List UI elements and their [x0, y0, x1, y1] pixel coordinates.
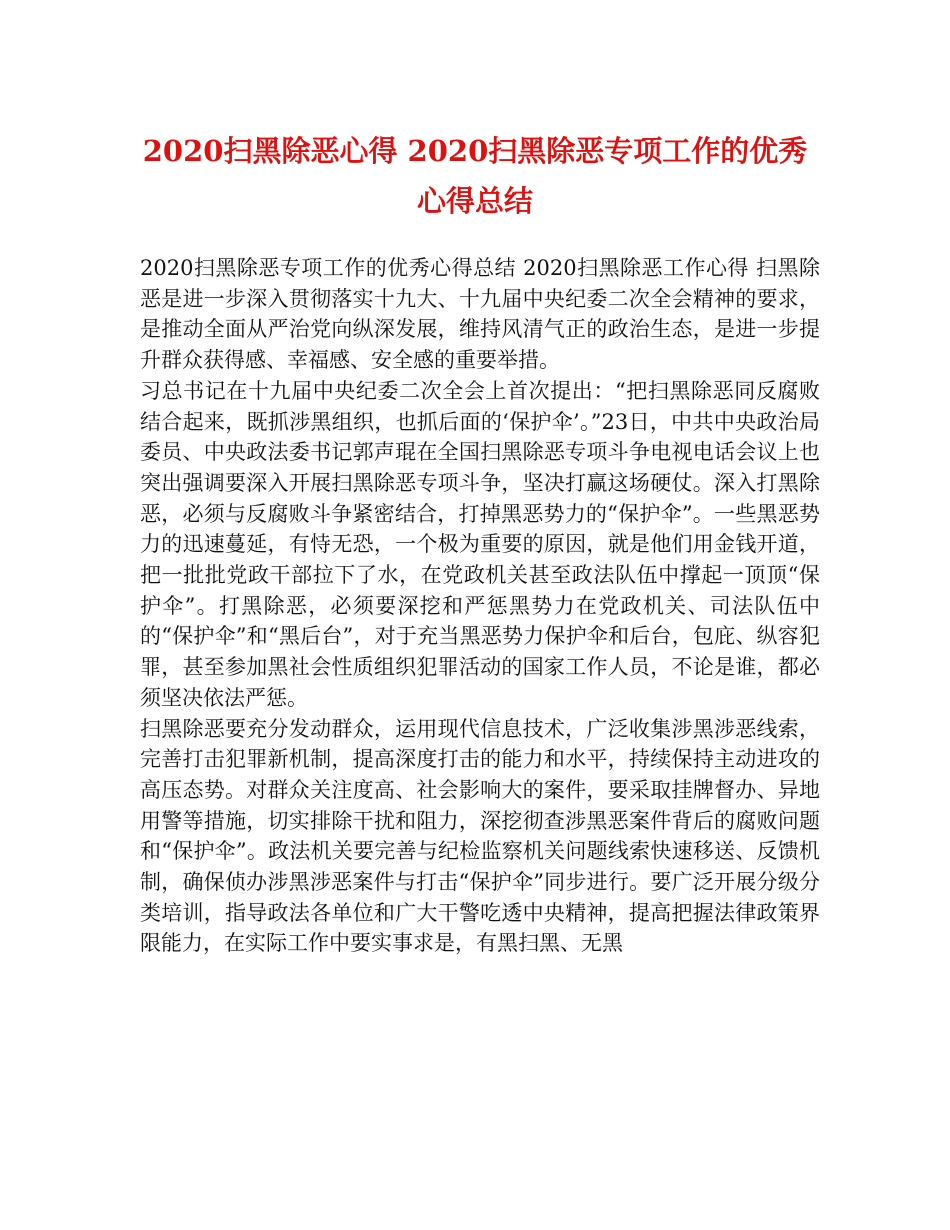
- paragraph: 习总书记在十九届中央纪委二次全会上首次提出：“把扫黑除恶同反腐败结合起来，既抓涉黑组织，也抓后面的‘保护伞’。”23日，中共中央政治局委员、中央政法委书记郭声琨在全国扫黑除恶专项斗争电视电话会议上也突出强调要深入开展扫黑除恶专项斗争，坚决打赢这场硬仗。深入打黑除恶，必须与反腐败斗争紧密结合，打掉黑恶势力的“保护伞”。一些黑恶势力的迅速蔓延，有恃无恐，一个极为重要的原因，就是他们用金钱开道，把一批批党政干部拉下了水，在党政机关甚至政法队伍中撑起一顶顶“保护伞”。打黑除恶，必须要深挖和严惩黑势力在党政机关、司法队伍中的“保护伞”和“黑后台”，对于充当黑恶势力保护伞和后台，包庇、纵容犯罪，甚至参加黑社会性质组织犯罪活动的国家工作人员，不论是谁，都必须坚决依法严惩。: [140, 378, 820, 710]
- paragraph: 2020扫黑除恶专项工作的优秀心得总结 2020扫黑除恶工作心得 扫黑除恶是进一步深入贯彻落实十九大、十九届中央纪委二次全会精神的要求，是推动全面从严治党向纵深发展，维持风清气正的政治生态，是进一步提升群众获得感、幸福感、安全感的重要举措。: [140, 256, 820, 373]
- paragraph: 扫黑除恶要充分发动群众，运用现代信息技术，广泛收集涉黑涉恶线索，完善打击犯罪新机制，提高深度打击的能力和水平，持续保持主动进攻的高压态势。对群众关注度高、社会影响大的案件，要采取挂牌督办、异地用警等措施，切实排除干扰和阻力，深挖彻查涉黑恶案件背后的腐败问题和“保护伞”。政法机关要完善与纪检监察机关问题线索快速移送、反馈机制，确保侦办涉黑涉恶案件与打击“保护伞”同步进行。要广泛开展分级分类培训，指导政法各单位和广大干警吃透中央精神，提高把握法律政策界限能力，在实际工作中要实事求是，有黑扫黑、无黑: [140, 716, 820, 956]
- document-title: 2020扫黑除恶心得 2020扫黑除恶专项工作的优秀心得总结: [142, 134, 808, 218]
- document-body: [140, 253, 820, 959]
